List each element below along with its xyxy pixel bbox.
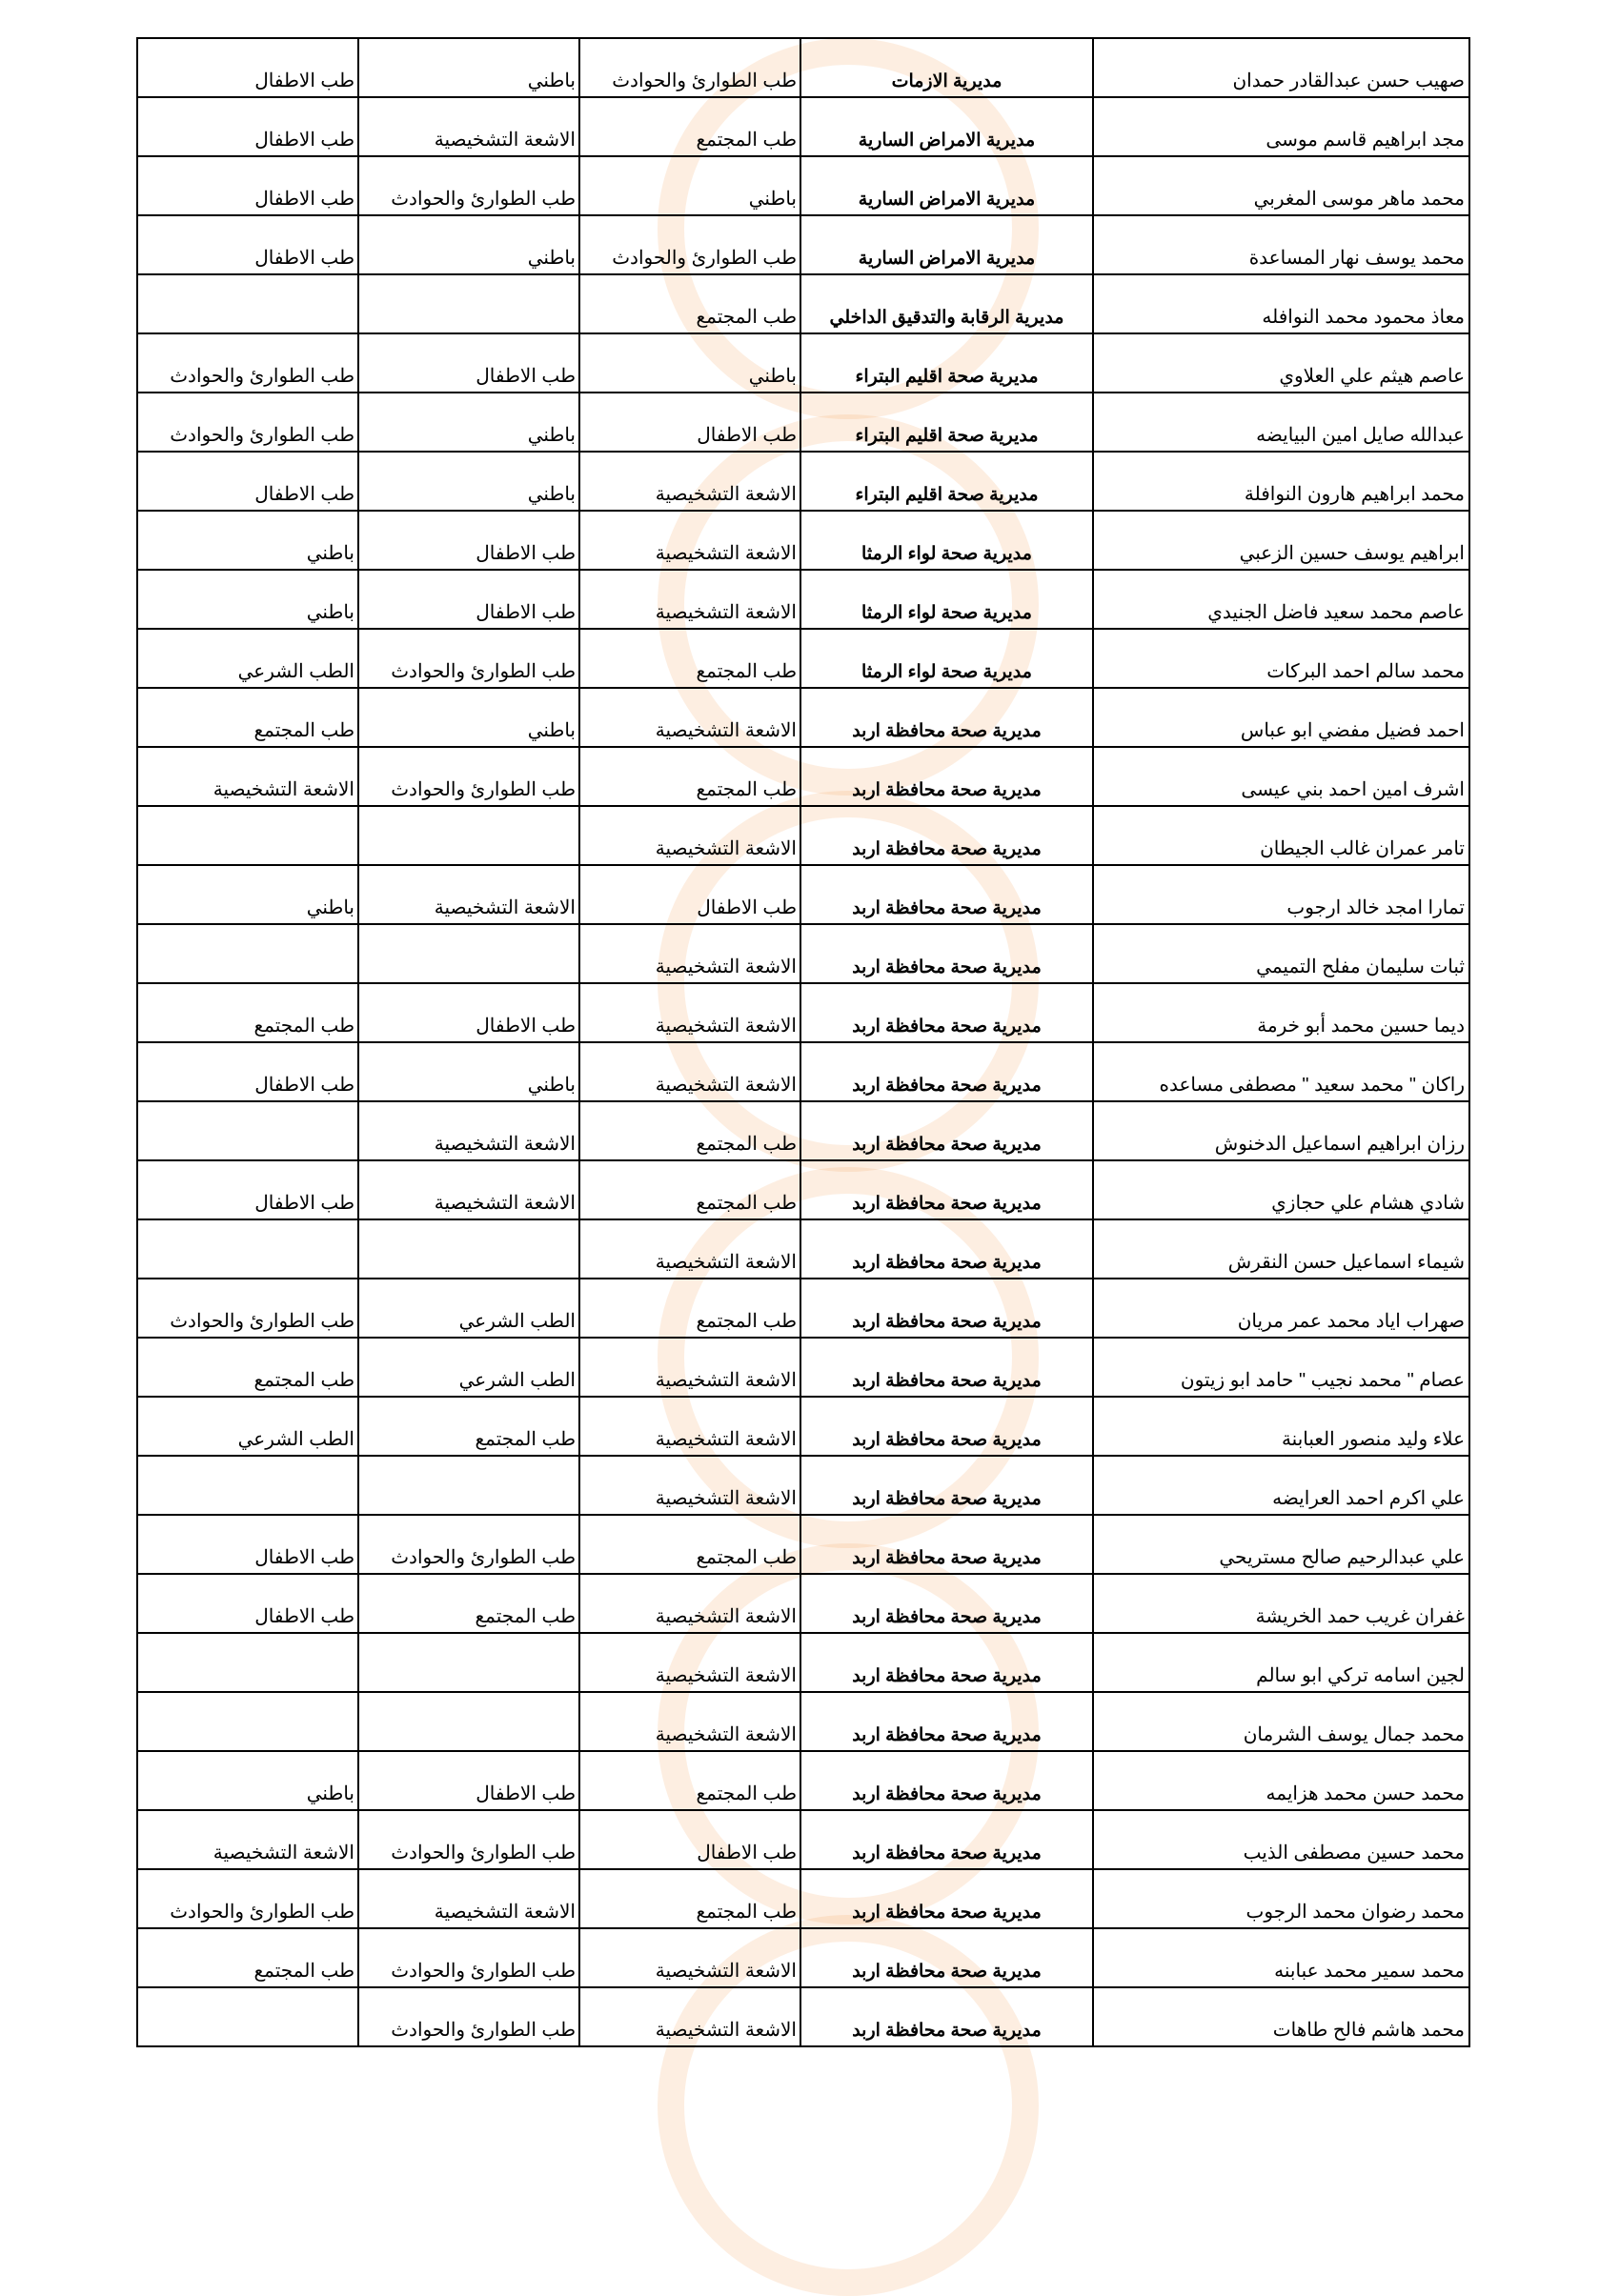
specialty-choice-1-cell: طب المجتمع	[579, 747, 800, 806]
employee-name-cell: صهيب حسن عبدالقادر حمدان	[1093, 38, 1469, 97]
directorate-cell: مديرية الامراض السارية	[800, 215, 1093, 274]
table-row	[137, 215, 1469, 274]
specialty-choice-3-cell	[137, 274, 358, 333]
specialty-choice-3-cell: طب الطوارئ والحوادث	[137, 1279, 358, 1338]
specialty-choice-3-cell: طب المجتمع	[137, 1338, 358, 1397]
employee-name-cell: علي عبدالرحيم صالح مستريحي	[1093, 1515, 1469, 1574]
specialty-choice-2-cell	[358, 1633, 579, 1692]
specialty-choice-2-cell: طب الطوارئ والحوادث	[358, 747, 579, 806]
employee-name-cell: عبدالله صايل امين البيايضه	[1093, 393, 1469, 452]
specialty-choice-3-cell: طب الاطفال	[137, 38, 358, 97]
specialty-choice-2-cell	[358, 1219, 579, 1279]
directorate-cell: مديرية صحة محافظة اربد	[800, 1987, 1093, 2046]
specialty-choice-1-cell: طب المجتمع	[579, 97, 800, 156]
employee-name-cell: تمارا امجد خالد ارجوب	[1093, 865, 1469, 924]
directorate-cell: مديرية صحة محافظة اربد	[800, 1042, 1093, 1101]
specialty-choice-1-cell: طب الاطفال	[579, 1810, 800, 1869]
specialty-choice-1-cell: طب المجتمع	[579, 1869, 800, 1928]
employee-name-cell: محمد جمال يوسف الشرمان	[1093, 1692, 1469, 1751]
table-row	[137, 333, 1469, 393]
specialty-choice-1-cell: الاشعة التشخيصية	[579, 1633, 800, 1692]
specialty-choice-1-cell: طب المجتمع	[579, 1279, 800, 1338]
specialty-choice-1-cell: الاشعة التشخيصية	[579, 1456, 800, 1515]
table-row	[137, 1338, 1469, 1397]
specialty-choice-2-cell: باطني	[358, 393, 579, 452]
specialty-choice-3-cell: باطني	[137, 1751, 358, 1810]
directorate-cell: مديرية صحة محافظة اربد	[800, 924, 1093, 983]
specialty-choice-2-cell: طب الطوارئ والحوادث	[358, 1515, 579, 1574]
specialty-choice-1-cell: طب الاطفال	[579, 393, 800, 452]
specialty-choice-1-cell: طب المجتمع	[579, 629, 800, 688]
specialty-choice-2-cell	[358, 924, 579, 983]
specialty-choice-2-cell	[358, 1456, 579, 1515]
table-row	[137, 747, 1469, 806]
specialty-choice-2-cell: طب الاطفال	[358, 511, 579, 570]
specialty-choice-2-cell: الاشعة التشخيصية	[358, 865, 579, 924]
directorate-cell: مديرية صحة لواء الرمثا	[800, 511, 1093, 570]
specialty-choice-1-cell: الاشعة التشخيصية	[579, 806, 800, 865]
employee-name-cell: محمد سمير محمد عبابنه	[1093, 1928, 1469, 1987]
specialty-choice-2-cell: الاشعة التشخيصية	[358, 1160, 579, 1219]
table-row	[137, 1869, 1469, 1928]
employee-name-cell: محمد سالم احمد البركات	[1093, 629, 1469, 688]
specialty-choice-3-cell	[137, 1633, 358, 1692]
specialty-choice-1-cell: الاشعة التشخيصية	[579, 570, 800, 629]
employee-name-cell: صهراب اياد محمد عمر مريان	[1093, 1279, 1469, 1338]
specialty-choice-2-cell: طب الاطفال	[358, 333, 579, 393]
directorate-cell: مديرية صحة محافظة اربد	[800, 1633, 1093, 1692]
specialty-choice-2-cell: الطب الشرعي	[358, 1279, 579, 1338]
specialty-choice-1-cell: الاشعة التشخيصية	[579, 1338, 800, 1397]
table-row	[137, 1692, 1469, 1751]
employee-name-cell: محمد حسن محمد هزايمه	[1093, 1751, 1469, 1810]
employee-name-cell: علاء وليد منصور العبابنة	[1093, 1397, 1469, 1456]
directorate-cell: مديرية صحة محافظة اربد	[800, 1219, 1093, 1279]
specialty-choice-2-cell: طب الطوارئ والحوادث	[358, 1987, 579, 2046]
directorate-cell: مديرية صحة محافظة اربد	[800, 1397, 1093, 1456]
directorate-cell: مديرية صحة لواء الرمثا	[800, 629, 1093, 688]
table-row	[137, 38, 1469, 97]
table-row	[137, 1101, 1469, 1160]
specialty-choice-1-cell: طب الطوارئ والحوادث	[579, 38, 800, 97]
employee-name-cell: علي اكرم احمد العرايضه	[1093, 1456, 1469, 1515]
specialty-choice-2-cell: طب الطوارئ والحوادث	[358, 156, 579, 215]
employee-name-cell: راكان " محمد سعيد " مصطفى مساعده	[1093, 1042, 1469, 1101]
specialty-choice-3-cell: طب الاطفال	[137, 215, 358, 274]
table-row	[137, 393, 1469, 452]
directorate-cell: مديرية صحة محافظة اربد	[800, 865, 1093, 924]
table-row	[137, 688, 1469, 747]
specialty-choice-2-cell: باطني	[358, 1042, 579, 1101]
specialty-choice-2-cell: طب الطوارئ والحوادث	[358, 1928, 579, 1987]
specialty-choice-1-cell: الاشعة التشخيصية	[579, 1397, 800, 1456]
directorate-cell: مديرية الازمات	[800, 38, 1093, 97]
specialty-choice-3-cell	[137, 1987, 358, 2046]
specialty-choice-1-cell: طب المجتمع	[579, 1101, 800, 1160]
table-row	[137, 1928, 1469, 1987]
specialty-choice-3-cell: طب الاطفال	[137, 1515, 358, 1574]
table-row	[137, 1160, 1469, 1219]
directorate-cell: مديرية صحة محافظة اربد	[800, 983, 1093, 1042]
directorate-cell: مديرية صحة محافظة اربد	[800, 806, 1093, 865]
specialty-choice-2-cell: طب الطوارئ والحوادث	[358, 1810, 579, 1869]
table-row	[137, 1810, 1469, 1869]
employee-name-cell: ثبات سليمان مفلح التميمي	[1093, 924, 1469, 983]
table-row	[137, 511, 1469, 570]
directorate-cell: مديرية صحة محافظة اربد	[800, 1338, 1093, 1397]
directorate-cell: مديرية صحة محافظة اربد	[800, 1692, 1093, 1751]
specialty-choice-2-cell: طب الاطفال	[358, 1751, 579, 1810]
employee-name-cell: ابراهيم يوسف حسين الزعبي	[1093, 511, 1469, 570]
specialty-choice-2-cell: الاشعة التشخيصية	[358, 1101, 579, 1160]
specialty-choice-1-cell: الاشعة التشخيصية	[579, 1042, 800, 1101]
specialty-choice-3-cell: طب الطوارئ والحوادث	[137, 333, 358, 393]
table-row	[137, 1279, 1469, 1338]
specialty-choice-1-cell: باطني	[579, 156, 800, 215]
specialty-choice-3-cell: طب الاطفال	[137, 1042, 358, 1101]
specialty-choice-1-cell: الاشعة التشخيصية	[579, 1987, 800, 2046]
specialty-choice-3-cell: طب المجتمع	[137, 688, 358, 747]
specialty-choice-3-cell: طب الاطفال	[137, 452, 358, 511]
specialty-choice-1-cell: طب المجتمع	[579, 1160, 800, 1219]
specialty-choice-3-cell: الاشعة التشخيصية	[137, 1810, 358, 1869]
specialty-choice-1-cell: طب الطوارئ والحوادث	[579, 215, 800, 274]
table-row	[137, 629, 1469, 688]
specialty-choice-3-cell: باطني	[137, 865, 358, 924]
table-row	[137, 1219, 1469, 1279]
table-row	[137, 1633, 1469, 1692]
directorate-cell: مديرية صحة محافظة اربد	[800, 1515, 1093, 1574]
specialty-choice-1-cell: الاشعة التشخيصية	[579, 1692, 800, 1751]
employee-name-cell: عاصم محمد سعيد فاضل الجنيدي	[1093, 570, 1469, 629]
employee-name-cell: تامر عمران غالب الجيطان	[1093, 806, 1469, 865]
specialty-choice-2-cell: الاشعة التشخيصية	[358, 97, 579, 156]
directorate-cell: مديرية صحة محافظة اربد	[800, 1751, 1093, 1810]
directorate-cell: مديرية صحة اقليم البتراء	[800, 393, 1093, 452]
directorate-cell: مديرية صحة محافظة اربد	[800, 1101, 1093, 1160]
employee-name-cell: غفران غريب حمد الخريشة	[1093, 1574, 1469, 1633]
specialty-choice-3-cell: طب الاطفال	[137, 1574, 358, 1633]
directorate-cell: مديرية صحة محافظة اربد	[800, 747, 1093, 806]
specialty-choice-3-cell	[137, 1219, 358, 1279]
specialty-choice-3-cell: طب الطوارئ والحوادث	[137, 393, 358, 452]
specialty-choice-3-cell	[137, 924, 358, 983]
directorate-cell: مديرية صحة محافظة اربد	[800, 1279, 1093, 1338]
specialty-choice-3-cell: باطني	[137, 511, 358, 570]
directorate-cell: مديرية صحة محافظة اربد	[800, 1869, 1093, 1928]
directorate-cell: مديرية الرقابة والتدقيق الداخلي	[800, 274, 1093, 333]
employee-name-cell: رزان ابراهيم اسماعيل الدخنوش	[1093, 1101, 1469, 1160]
employee-name-cell: شادي هشام علي حجازي	[1093, 1160, 1469, 1219]
specialty-choice-3-cell	[137, 1456, 358, 1515]
table-row	[137, 1456, 1469, 1515]
specialty-choice-1-cell: الاشعة التشخيصية	[579, 1219, 800, 1279]
specialty-choice-2-cell: باطني	[358, 38, 579, 97]
directorate-cell: مديرية صحة لواء الرمثا	[800, 570, 1093, 629]
specialty-choice-2-cell: الطب الشرعي	[358, 1338, 579, 1397]
specialty-choice-3-cell: باطني	[137, 570, 358, 629]
directorate-cell: مديرية صحة محافظة اربد	[800, 1574, 1093, 1633]
directorate-cell: مديرية صحة محافظة اربد	[800, 688, 1093, 747]
specialty-choice-1-cell: طب المجتمع	[579, 1751, 800, 1810]
specialty-choice-3-cell: الطب الشرعي	[137, 629, 358, 688]
directorate-cell: مديرية صحة محافظة اربد	[800, 1456, 1093, 1515]
directorate-cell: مديرية الامراض السارية	[800, 156, 1093, 215]
employee-name-cell: محمد رضوان محمد الرجوب	[1093, 1869, 1469, 1928]
table-row	[137, 865, 1469, 924]
specialty-choice-3-cell: طب المجتمع	[137, 983, 358, 1042]
employee-name-cell: محمد يوسف نهار المساعدة	[1093, 215, 1469, 274]
employee-name-cell: معاذ محمود محمد النوافله	[1093, 274, 1469, 333]
specialty-choice-1-cell: الاشعة التشخيصية	[579, 983, 800, 1042]
specialty-choice-1-cell: طب المجتمع	[579, 1515, 800, 1574]
specialty-choice-2-cell: باطني	[358, 688, 579, 747]
specialty-choice-2-cell: باطني	[358, 215, 579, 274]
specialty-choice-1-cell: طب الاطفال	[579, 865, 800, 924]
directorate-cell: مديرية الامراض السارية	[800, 97, 1093, 156]
table-row	[137, 274, 1469, 333]
specialty-choice-2-cell: طب الطوارئ والحوادث	[358, 629, 579, 688]
employee-name-cell: عاصم هيثم علي العلاوي	[1093, 333, 1469, 393]
table-row	[137, 570, 1469, 629]
specialty-choice-2-cell	[358, 806, 579, 865]
directorate-cell: مديرية صحة اقليم البتراء	[800, 452, 1093, 511]
table-row	[137, 452, 1469, 511]
specialty-choice-1-cell: باطني	[579, 333, 800, 393]
specialty-choice-1-cell: الاشعة التشخيصية	[579, 452, 800, 511]
employee-name-cell: اشرف امين احمد بني عيسى	[1093, 747, 1469, 806]
employee-name-cell: محمد ابراهيم هارون النوافلة	[1093, 452, 1469, 511]
specialty-choice-1-cell: الاشعة التشخيصية	[579, 924, 800, 983]
specialty-choice-3-cell: طب الاطفال	[137, 156, 358, 215]
employee-name-cell: محمد ماهر موسى المغربي	[1093, 156, 1469, 215]
employee-name-cell: مجد ابراهيم قاسم موسى	[1093, 97, 1469, 156]
directorate-cell: مديرية صحة محافظة اربد	[800, 1928, 1093, 1987]
employee-name-cell: ديما حسين محمد أبو خرمة	[1093, 983, 1469, 1042]
specialty-choice-2-cell: طب الاطفال	[358, 570, 579, 629]
specialty-choice-2-cell: طب المجتمع	[358, 1574, 579, 1633]
table-row	[137, 1515, 1469, 1574]
specialty-choice-2-cell	[358, 274, 579, 333]
table-row	[137, 97, 1469, 156]
specialty-choice-2-cell: الاشعة التشخيصية	[358, 1869, 579, 1928]
specialty-choice-1-cell: الاشعة التشخيصية	[579, 511, 800, 570]
table-row	[137, 924, 1469, 983]
table-row	[137, 806, 1469, 865]
table-row	[137, 1574, 1469, 1633]
employee-name-cell: شيماء اسماعيل حسن النقرش	[1093, 1219, 1469, 1279]
employee-name-cell: احمد فضيل مفضي ابو عباس	[1093, 688, 1469, 747]
employee-name-cell: عصام " محمد نجيب " حامد ابو زيتون	[1093, 1338, 1469, 1397]
directorate-cell: مديرية صحة محافظة اربد	[800, 1810, 1093, 1869]
specialty-choice-3-cell: طب الطوارئ والحوادث	[137, 1869, 358, 1928]
table-row	[137, 1397, 1469, 1456]
specialty-choice-2-cell: باطني	[358, 452, 579, 511]
specialty-choice-2-cell	[358, 1692, 579, 1751]
specialty-choice-1-cell: طب المجتمع	[579, 274, 800, 333]
specialty-choice-3-cell: طب الاطفال	[137, 1160, 358, 1219]
specialty-choice-3-cell: طب الاطفال	[137, 97, 358, 156]
specialty-choice-2-cell: طب المجتمع	[358, 1397, 579, 1456]
directorate-cell: مديرية صحة محافظة اربد	[800, 1160, 1093, 1219]
table-row	[137, 1987, 1469, 2046]
specialty-choice-3-cell: طب المجتمع	[137, 1928, 358, 1987]
specialty-choice-1-cell: الاشعة التشخيصية	[579, 1928, 800, 1987]
specialty-choice-3-cell: الطب الشرعي	[137, 1397, 358, 1456]
specialty-choice-3-cell: الاشعة التشخيصية	[137, 747, 358, 806]
table-row	[137, 1042, 1469, 1101]
specialty-choice-3-cell	[137, 1101, 358, 1160]
specialty-choice-3-cell	[137, 806, 358, 865]
specialty-choice-2-cell: طب الاطفال	[358, 983, 579, 1042]
appointments-table	[136, 37, 1470, 2047]
employee-name-cell: لجين اسامه تركي ابو سالم	[1093, 1633, 1469, 1692]
specialty-choice-3-cell	[137, 1692, 358, 1751]
table-row	[137, 156, 1469, 215]
directorate-cell: مديرية صحة اقليم البتراء	[800, 333, 1093, 393]
specialty-choice-1-cell: الاشعة التشخيصية	[579, 1574, 800, 1633]
table-row	[137, 983, 1469, 1042]
employee-name-cell: محمد حسين مصطفى الذيب	[1093, 1810, 1469, 1869]
specialty-choice-1-cell: الاشعة التشخيصية	[579, 688, 800, 747]
table-row	[137, 1751, 1469, 1810]
employee-name-cell: محمد هاشم فالح طاهات	[1093, 1987, 1469, 2046]
